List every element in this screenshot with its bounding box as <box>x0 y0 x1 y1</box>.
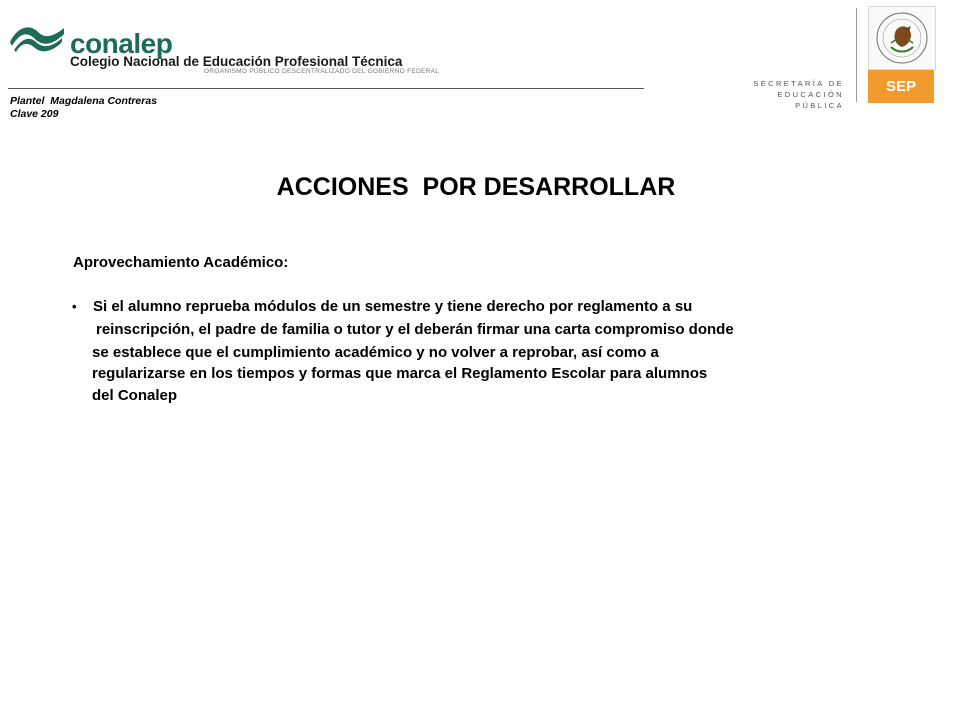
eagle-seal-icon <box>869 7 935 69</box>
section-heading: Aprovechamiento Académico: <box>73 254 289 271</box>
bullet-text-line: Si el alumno reprueba módulos de un semestre y tiene derecho por reglamento a su <box>93 298 693 315</box>
bullet-text-line: reinscripción, el padre de familia o tutor y el deberán firmar una carta compromiso donde <box>96 321 734 338</box>
plantel-name: Plantel Magdalena Contreras <box>10 95 158 107</box>
sep-name-line1: SECRETARÍA DE <box>753 79 844 88</box>
conalep-wordmark: conalep <box>70 28 173 59</box>
sep-name <box>736 78 844 111</box>
bullet-text-line: regularizarse en los tiempos y formas que marca el Reglamento Escolar para alumnos <box>92 365 708 382</box>
bullet-text-line: se establece que el cumplimiento académico y no volver a reprobar, así como a <box>92 344 659 361</box>
sep-divider <box>856 8 857 102</box>
conalep-full-name: Colegio Nacional de Educación Profesional Técnica <box>70 54 403 69</box>
plantel-clave: Clave 209 <box>10 108 59 120</box>
sep-name-line2: EDUCACIÓN PÚBLICA <box>777 90 844 110</box>
bullet-text-line: del Conalep <box>92 387 178 404</box>
bullet-icon: • <box>72 299 77 314</box>
sep-logo: SEP <box>868 70 934 103</box>
conalep-swoosh-icon <box>8 20 66 54</box>
conalep-logo <box>8 20 478 80</box>
mexico-seal-logo <box>868 6 936 70</box>
header-divider <box>8 88 644 89</box>
plantel-info <box>10 95 157 121</box>
conalep-tagline: ORGANISMO PÚBLICO DESCENTRALIZADO DEL GOBIERNO FEDERAL <box>204 68 440 75</box>
page-title: ACCIONES POR DESARROLLAR <box>276 173 676 201</box>
